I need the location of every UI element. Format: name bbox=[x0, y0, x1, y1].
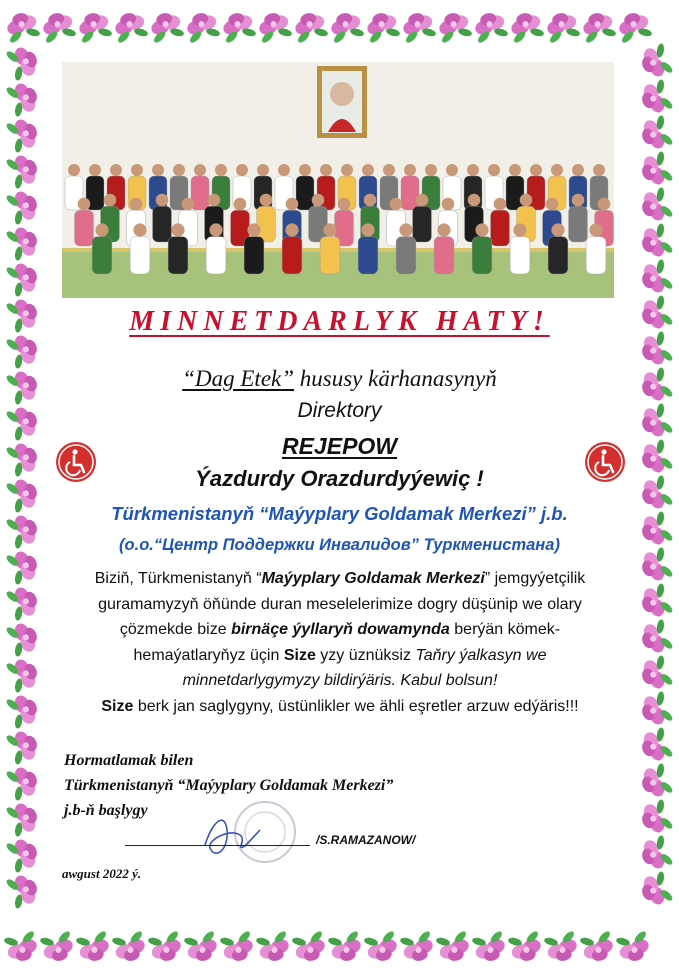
flower-icon bbox=[4, 78, 42, 119]
date: awgust 2022 ý. bbox=[62, 866, 142, 881]
person-head bbox=[110, 164, 122, 176]
body-text: Biziň, Türkmenistanyň “Maýyplary Goldamak Merkezi” jemgyýetçilik guramamyzyň öňünde duran meselelerimize dogry düşünip we olary çözmekde bize birnäçe ýyllaryň dowamynda berýän kömek-hemaýatlaryňyz üçin Size yzy üznüksiz Taňry ýalkasyn we minnetdarlygymyzy bildirýäris. Kabul bolsun! Size berk jan saglygyny, üstünlikler we ähli eşretler arzuw edýäris!!! bbox=[94, 570, 586, 715]
person-head bbox=[234, 198, 247, 211]
person-head bbox=[488, 164, 500, 176]
person-head bbox=[320, 164, 332, 176]
person-body bbox=[569, 206, 588, 242]
flower-icon bbox=[326, 929, 366, 965]
person-head bbox=[520, 194, 533, 207]
flower-icon bbox=[362, 9, 402, 45]
person-head bbox=[572, 164, 584, 176]
person-head bbox=[194, 164, 206, 176]
person-head bbox=[278, 164, 290, 176]
person-head bbox=[509, 164, 521, 176]
person-head bbox=[323, 223, 336, 236]
flower-icon bbox=[74, 929, 114, 965]
flower-icon bbox=[2, 929, 42, 965]
person-head bbox=[286, 198, 299, 211]
person-body bbox=[586, 237, 606, 274]
person-head bbox=[589, 223, 602, 236]
signature-role: j.b-ň başlygy bbox=[64, 802, 148, 819]
person-head bbox=[442, 198, 455, 211]
flower-icon bbox=[470, 9, 510, 45]
person-head bbox=[530, 164, 542, 176]
person-head bbox=[173, 164, 185, 176]
flower-icon bbox=[434, 9, 474, 45]
person-head bbox=[257, 164, 269, 176]
person-body bbox=[506, 176, 524, 210]
person-body bbox=[472, 237, 492, 274]
person-head bbox=[215, 164, 227, 176]
person-head bbox=[425, 164, 437, 176]
person-head bbox=[475, 223, 488, 236]
person-head bbox=[285, 223, 298, 236]
flower-icon bbox=[578, 929, 618, 965]
recipient-surname: REJEPOW bbox=[281, 433, 398, 459]
person-head bbox=[390, 198, 403, 211]
person-body bbox=[282, 237, 302, 274]
flower-icon bbox=[110, 929, 150, 965]
recipient-company: “Dag Etek” hususy kärhanasynyň bbox=[182, 366, 497, 391]
flower-icon bbox=[4, 798, 42, 839]
flower-icon bbox=[614, 929, 654, 965]
person-head bbox=[494, 198, 507, 211]
flower-icon bbox=[637, 761, 675, 802]
person-head bbox=[361, 223, 374, 236]
flower-icon bbox=[578, 9, 618, 45]
person-head bbox=[399, 223, 412, 236]
person-head bbox=[364, 194, 377, 207]
flower-icon bbox=[4, 186, 42, 227]
person-head bbox=[598, 198, 611, 211]
person-head bbox=[546, 198, 559, 211]
person-head bbox=[467, 164, 479, 176]
person-head bbox=[131, 164, 143, 176]
person-head bbox=[152, 164, 164, 176]
flower-icon bbox=[637, 869, 675, 910]
flower-icon bbox=[218, 929, 258, 965]
person-body bbox=[206, 237, 226, 274]
flower-icon bbox=[637, 221, 675, 262]
flower-icon bbox=[146, 9, 186, 45]
person-head bbox=[338, 198, 351, 211]
flower-icon bbox=[637, 797, 675, 838]
flower-icon bbox=[398, 929, 438, 965]
person-body bbox=[510, 237, 530, 274]
signer-name: /S.RAMAZANOW/ bbox=[316, 833, 416, 847]
person-head bbox=[156, 194, 169, 207]
person-head bbox=[551, 223, 564, 236]
flower-icon bbox=[182, 9, 222, 45]
person-body bbox=[401, 176, 419, 210]
person-head bbox=[78, 198, 91, 211]
flower-icon bbox=[434, 929, 474, 965]
person-body bbox=[491, 210, 510, 246]
flower-icon bbox=[4, 726, 42, 767]
person-head bbox=[383, 164, 395, 176]
person-head bbox=[95, 223, 108, 236]
flower-icon bbox=[290, 9, 330, 45]
person-head bbox=[341, 164, 353, 176]
flower-icon bbox=[2, 9, 42, 45]
flower-icon bbox=[637, 149, 675, 190]
flower-icon bbox=[637, 41, 675, 82]
person-body bbox=[130, 237, 150, 274]
flower-icon bbox=[637, 689, 675, 730]
flower-icon bbox=[362, 929, 402, 965]
person-head bbox=[593, 164, 605, 176]
person-body bbox=[168, 237, 188, 274]
flower-icon bbox=[4, 150, 42, 191]
person-head bbox=[404, 164, 416, 176]
flower-icon bbox=[4, 582, 42, 623]
group-photo bbox=[62, 62, 614, 298]
flower-icon bbox=[637, 77, 675, 118]
person-body bbox=[153, 206, 172, 242]
person-body bbox=[244, 237, 264, 274]
person-head bbox=[468, 194, 481, 207]
flower-icon bbox=[506, 929, 546, 965]
person-body bbox=[413, 206, 432, 242]
person-head bbox=[260, 194, 273, 207]
flower-icon bbox=[290, 929, 330, 965]
stamp-and-signature bbox=[185, 800, 325, 870]
person-body bbox=[396, 237, 416, 274]
flower-icon bbox=[506, 9, 546, 45]
flower-icon bbox=[4, 834, 42, 875]
person-head bbox=[551, 164, 563, 176]
person-head bbox=[416, 194, 429, 207]
signature-line bbox=[125, 845, 310, 846]
person-head bbox=[299, 164, 311, 176]
person-head bbox=[68, 164, 80, 176]
flower-icon bbox=[637, 257, 675, 298]
flower-icon bbox=[4, 258, 42, 299]
wheelchair-icon bbox=[55, 441, 97, 483]
flower-icon bbox=[254, 929, 294, 965]
flower-icon bbox=[542, 929, 582, 965]
person-head bbox=[182, 198, 195, 211]
flower-icon bbox=[542, 9, 582, 45]
signature-organization: Türkmenistanyň “Maýyplary Goldamak Merkezi” bbox=[64, 777, 394, 794]
recipient-position: Direktory bbox=[297, 399, 382, 422]
person-head bbox=[513, 223, 526, 236]
person-head bbox=[437, 223, 450, 236]
flower-icon bbox=[637, 653, 675, 694]
person-body bbox=[75, 210, 94, 246]
person-body bbox=[92, 237, 112, 274]
person-head bbox=[130, 198, 143, 211]
person-body bbox=[320, 237, 340, 274]
organization-name-ru: (о.о.“Центр Поддержки Инвалидов” Туркменистана) bbox=[119, 536, 560, 554]
flower-icon bbox=[254, 9, 294, 45]
person-head bbox=[209, 223, 222, 236]
signature-greeting: Hormatlamak bilen bbox=[64, 752, 194, 769]
flower-icon bbox=[637, 833, 675, 874]
flower-icon bbox=[38, 9, 78, 45]
flower-icon bbox=[4, 42, 42, 83]
organization-name-tm: Türkmenistanyň “Maýyplary Goldamak Merkezi” j.b. bbox=[111, 503, 568, 524]
person-head bbox=[236, 164, 248, 176]
person-head bbox=[89, 164, 101, 176]
flower-icon bbox=[110, 9, 150, 45]
person-head bbox=[104, 194, 117, 207]
flower-icon bbox=[637, 185, 675, 226]
person-head bbox=[312, 194, 325, 207]
person-head bbox=[171, 223, 184, 236]
person-body bbox=[358, 237, 378, 274]
flower-icon bbox=[74, 9, 114, 45]
flower-icon bbox=[4, 222, 42, 263]
person-head bbox=[362, 164, 374, 176]
recipient-full-name: Ýazdurdy Orazdurdyýewiç ! bbox=[195, 466, 484, 491]
flower-icon bbox=[470, 929, 510, 965]
person-body bbox=[548, 237, 568, 274]
flower-icon bbox=[398, 9, 438, 45]
flower-icon bbox=[637, 113, 675, 154]
flower-icon bbox=[614, 9, 654, 45]
person-body bbox=[434, 237, 454, 274]
flower-icon bbox=[326, 9, 366, 45]
person-body bbox=[296, 176, 314, 210]
certificate-title: MINNETDARLYK HATY! bbox=[129, 306, 550, 337]
flower-icon bbox=[4, 654, 42, 695]
flower-icon bbox=[637, 581, 675, 622]
person-head bbox=[572, 194, 585, 207]
flower-icon bbox=[637, 725, 675, 766]
group-photo-illustration bbox=[62, 62, 614, 298]
person-head bbox=[208, 194, 221, 207]
flower-icon bbox=[4, 762, 42, 803]
wheelchair-icon bbox=[584, 441, 626, 483]
flower-icon bbox=[4, 690, 42, 731]
flower-icon bbox=[4, 618, 42, 659]
flower-icon bbox=[4, 870, 42, 911]
flower-icon bbox=[218, 9, 258, 45]
person-head bbox=[446, 164, 458, 176]
flower-icon bbox=[38, 929, 78, 965]
person-head bbox=[133, 223, 146, 236]
flower-icon bbox=[637, 617, 675, 658]
person-head bbox=[247, 223, 260, 236]
flower-icon bbox=[146, 929, 186, 965]
flower-icon bbox=[4, 114, 42, 155]
flower-icon bbox=[182, 929, 222, 965]
